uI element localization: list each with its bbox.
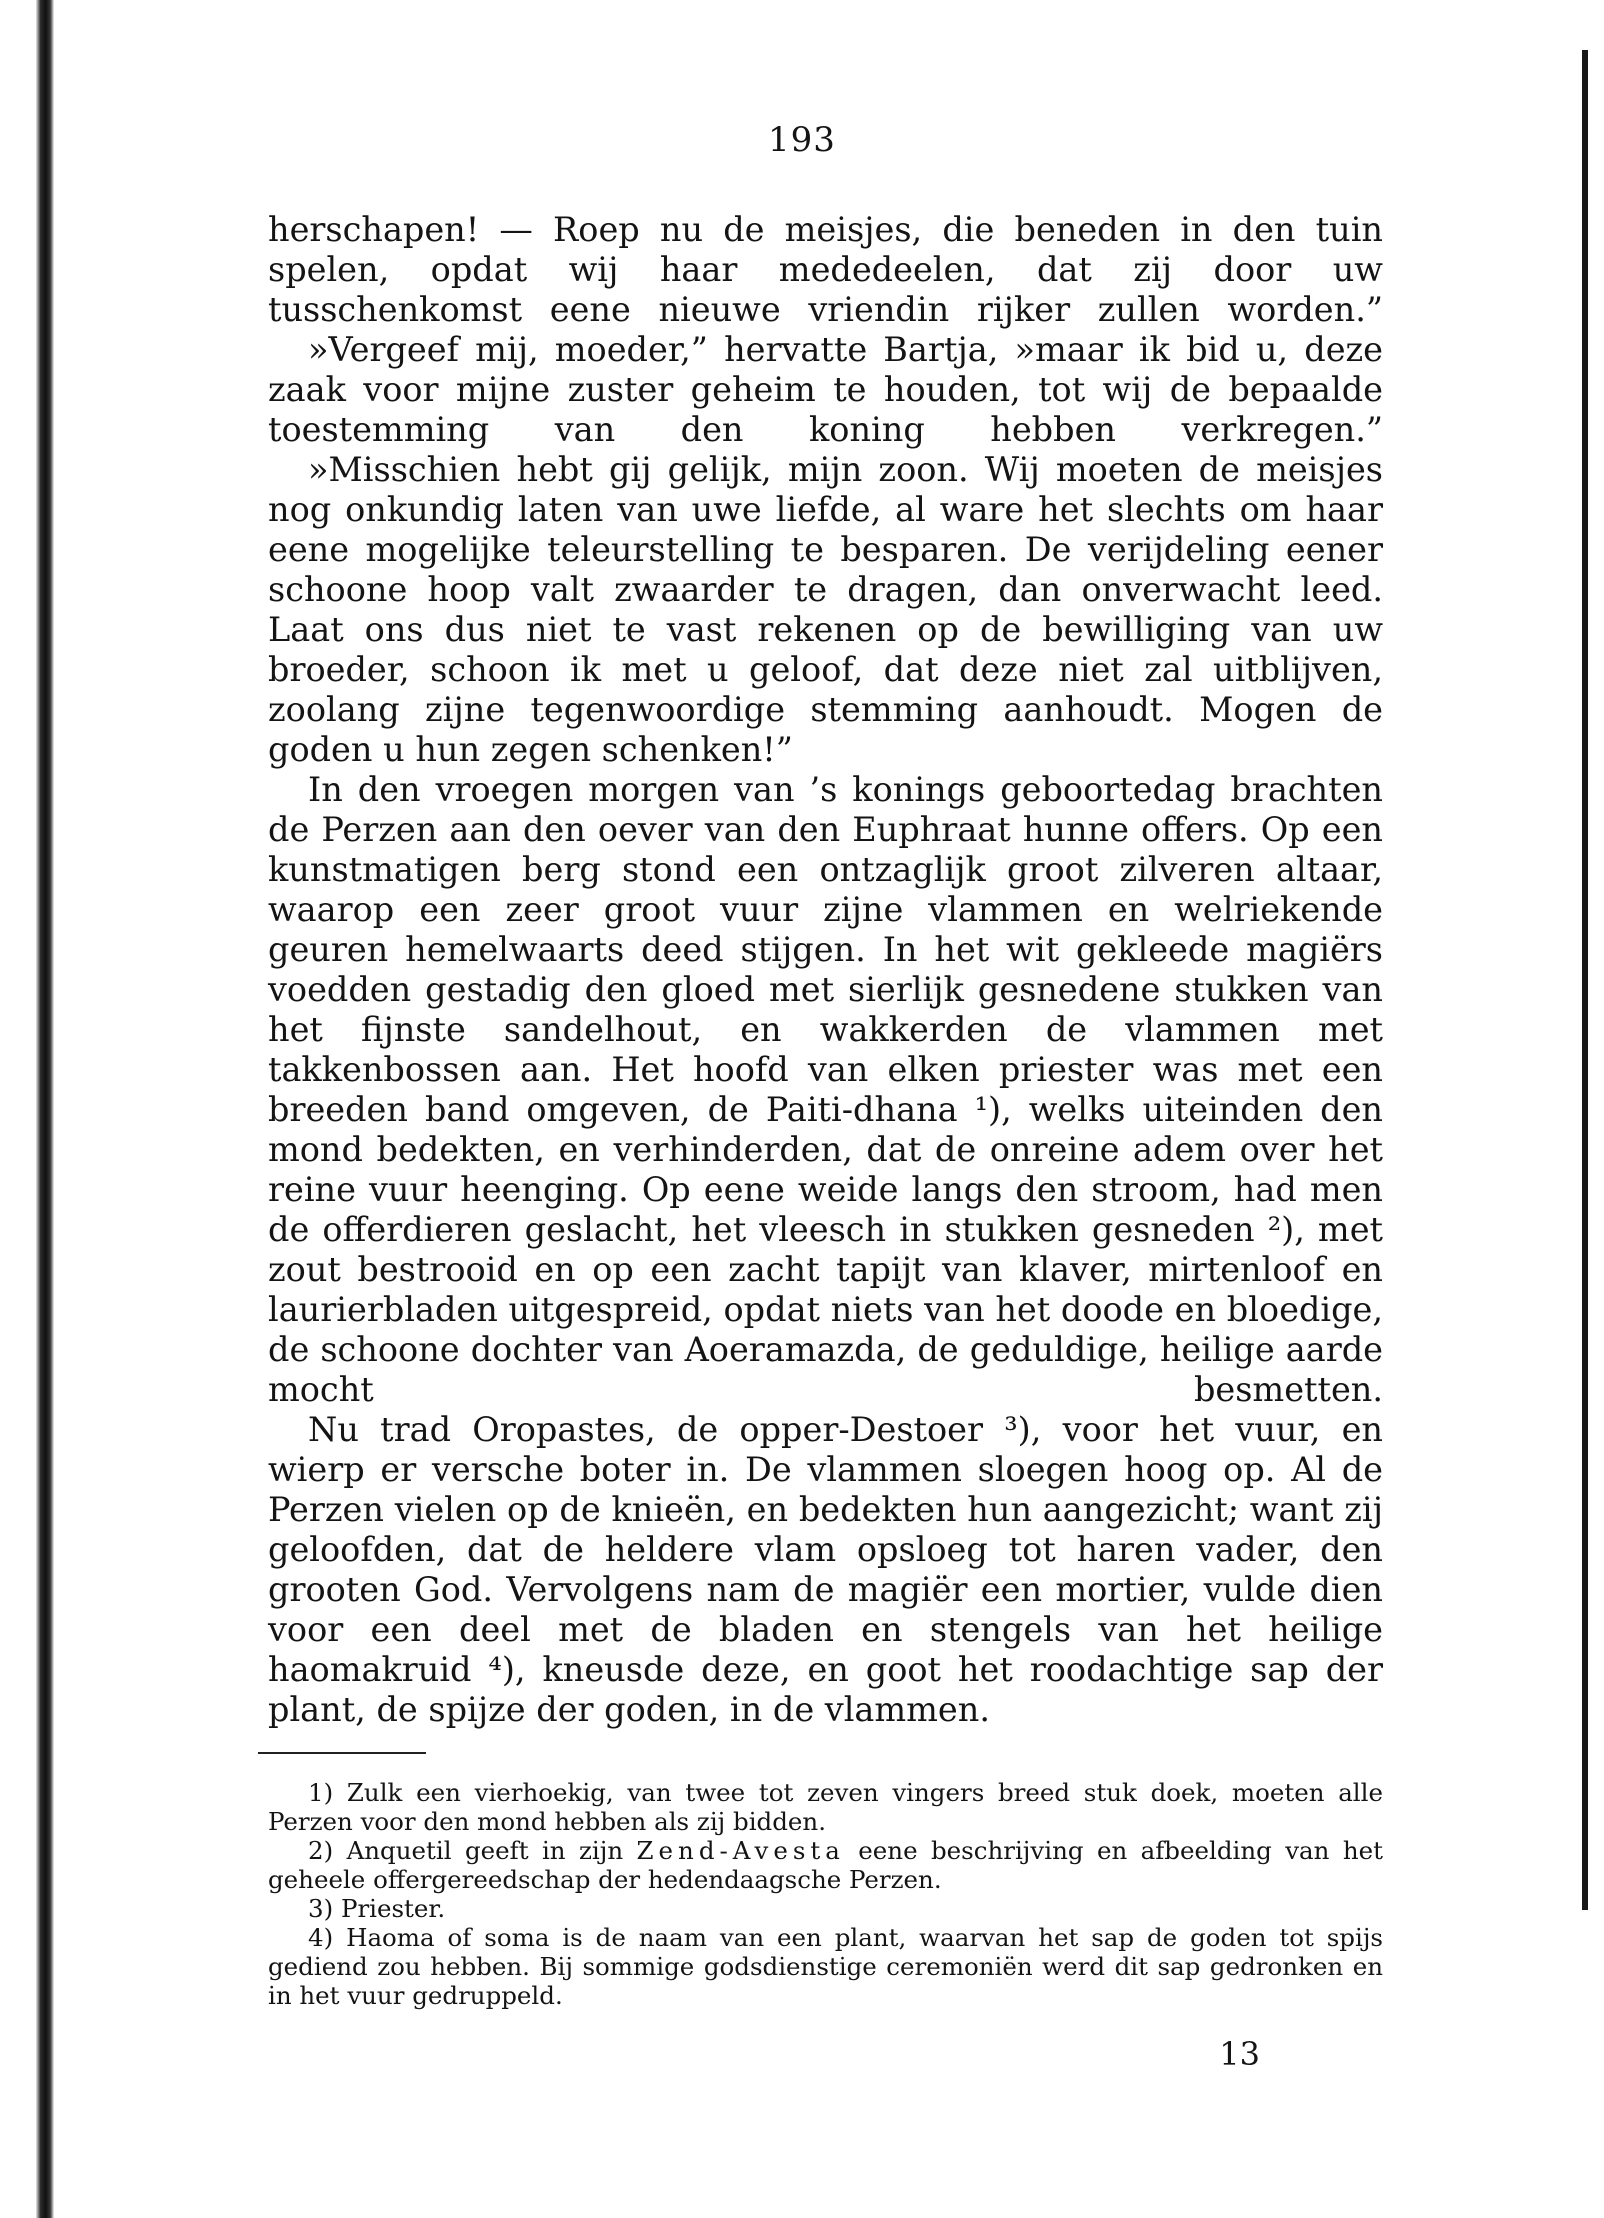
footnote-2 [268, 1836, 1383, 1894]
footnote-text: Priester. [340, 1894, 446, 1923]
paragraph-4: In den vroegen morgen van ’s konings geboortedag brachten de Perzen aan den oever van den Euphraat hunne offers. Op een kunstmatigen berg stond een ontzaglijk groot zilveren altaar, waarop een zeer groot vuur zijne vlammen en welriekende geuren hemelwaarts deed stijgen. In het wit gekleede magiërs voedden gestadig den gloed met sierlijk gesnedene stukken van het fijnste sandelhout, en wakkerden de vlammen met takkenbossen aan. Het hoofd van elken priester was met een breeden band omgeven, de Paiti-dhana ¹), welks uiteinden den mond bedekten, en verhinderden, dat de onreine adem over het reine vuur heenging. Op eene weide langs den stroom, had men de offerdieren geslacht, het vleesch in stukken gesneden ²), met zout bestrooid en op een zacht tapijt van klaver, mirtenloof en laurierbladen uitgespreid, opdat niets van het doode en bloedige, de schoone dochter van Aoeramazda, de geduldige, heilige aarde mocht besmetten. [268, 770, 1383, 1409]
footnote-rule [258, 1752, 426, 1754]
signature-mark: 13 [1219, 2035, 1260, 2073]
paragraph-5: Nu trad Oropastes, de opper-Destoer ³), voor het vuur, en wierp er versche boter in. De vlammen sloegen hoog op. Al de Perzen vielen op de knieën, en bedekten hun aangezicht; want zij geloofden, dat de heldere vlam opsloeg tot haren vader, den grooten God. Vervolgens nam de magiër een mortier, vulde dien voor een deel met de bladen en stengels van het heilige haomakruid ⁴), kneusde deze, en goot het roodachtige sap der plant, de spijze der goden, in de vlammen. [268, 1410, 1383, 1729]
scan-binding-edge [36, 0, 54, 2218]
footnote-1 [268, 1778, 1383, 1836]
footnote-3 [268, 1894, 1383, 1923]
footnote-marker: 3) [308, 1894, 334, 1923]
footnote-text: Zulk een vierhoekig, van twee tot zeven vingers breed stuk doek, moeten alle Perzen voor den mond hebben als zij bidden. [268, 1778, 1383, 1836]
paragraph-1: herschapen! — Roep nu de meisjes, die beneden in den tuin spelen, opdat wij haar mededeelen, dat zij door uw tusschenkomst eene nieuwe vriendin rijker zullen worden.” [268, 210, 1383, 329]
paragraph-3: »Misschien hebt gij gelijk, mijn zoon. Wij moeten de meisjes nog onkundig laten van uwe liefde, al ware het slechts om haar eene mogelijke teleurstelling te besparen. De verijdeling eener schoone hoop valt zwaarder te dragen, dan onverwacht leed. Laat ons dus niet te vast rekenen op de bewilliging van uw broeder, schoon ik met u geloof, dat deze niet zal uitblijven, zoolang zijne tegenwoordige stemming aanhoudt. Mogen de goden u hun zegen schenken!” [268, 450, 1383, 769]
footnote-marker: 2) [308, 1836, 334, 1865]
footnote-marker: 4) [308, 1923, 334, 1952]
footnote-text: Haoma of soma is de naam van een plant, waarvan het sap de goden tot spijs gediend zou hebben. Bij sommige godsdienstige ceremoniën werd dit sap gedronken en in het vuur gedruppeld. [268, 1923, 1384, 2010]
footnote-book-title: Zend-Avesta [636, 1836, 845, 1865]
page-number: 193 [768, 120, 836, 160]
footnote-text-before: Anquetil geeft in zijn [346, 1836, 624, 1865]
body-text [268, 210, 1383, 1730]
footnote-4 [268, 1923, 1383, 2010]
footnote-marker: 1) [308, 1778, 334, 1807]
paragraph-2: »Vergeef mij, moeder,” hervatte Bartja, »maar ik bid u, deze zaak voor mijne zuster geheim te houden, tot wij de bepaalde toestemming van den koning hebben verkregen.” [268, 330, 1383, 449]
scan-right-edge [1582, 50, 1588, 1910]
footnote-text-after: eene beschrijving en afbeelding van het geheele offergereedschap der hedendaagsche Perzen. [268, 1836, 1383, 1894]
footnotes [268, 1778, 1383, 2010]
